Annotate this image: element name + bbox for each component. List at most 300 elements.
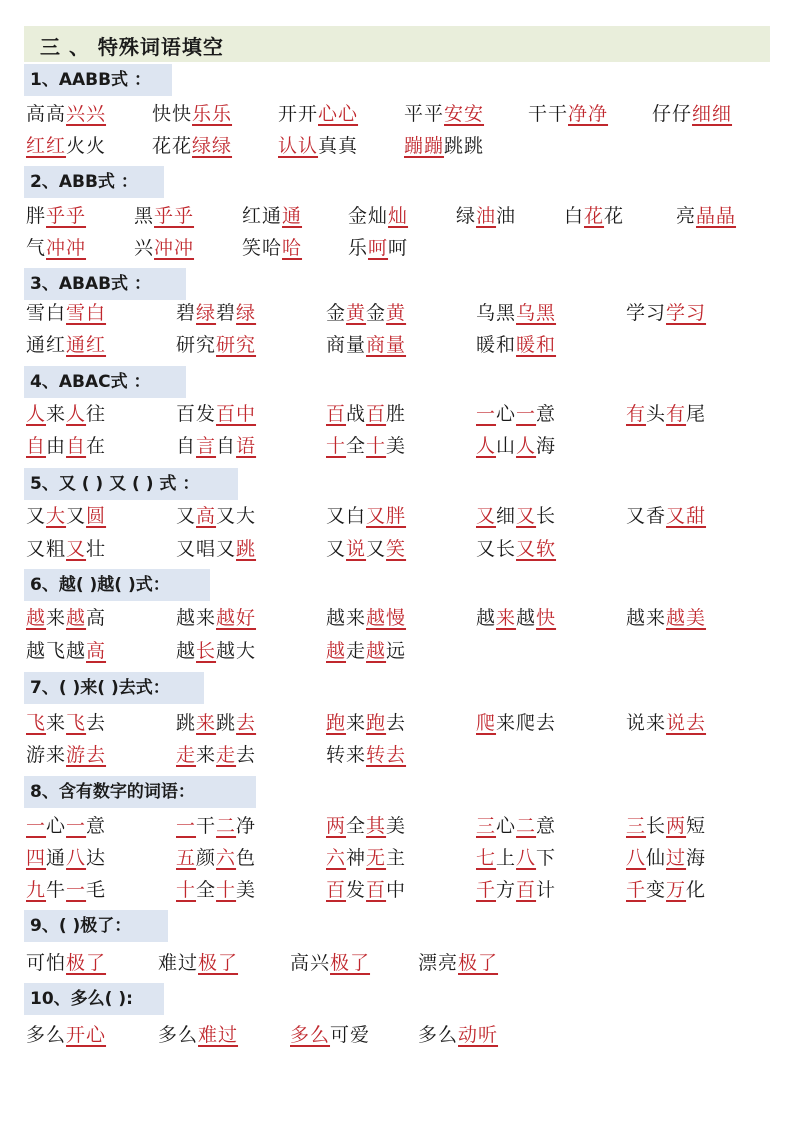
answer-segment: 绿 xyxy=(196,302,217,324)
answer-segment: 极了 xyxy=(66,952,107,974)
given-segment: 意 xyxy=(86,815,107,837)
answer-segment: 多么 xyxy=(290,1024,331,1046)
answer-segment: 越 xyxy=(66,607,87,629)
word-item xyxy=(476,812,556,840)
answer-segment: 又甜 xyxy=(666,505,707,527)
answer-segment: 细细 xyxy=(692,103,733,125)
given-segment: 又香 xyxy=(626,505,667,527)
word-item xyxy=(404,132,484,160)
answer-segment: 六 xyxy=(326,847,347,869)
word-item xyxy=(626,812,706,840)
section-heading: 5、又 ( ) 又 ( ) 式 ： xyxy=(24,468,238,500)
answer-segment: 蹦蹦 xyxy=(404,135,445,157)
given-segment: 短 xyxy=(686,815,707,837)
answer-segment: 开心 xyxy=(66,1024,107,1046)
given-segment: 说来 xyxy=(626,712,667,734)
word-item xyxy=(404,100,484,128)
word-item xyxy=(326,331,406,359)
answer-segment: 人 xyxy=(66,403,87,425)
given-segment: 金 xyxy=(326,302,347,324)
answer-segment: 八 xyxy=(516,847,537,869)
answer-segment: 一 xyxy=(516,403,537,425)
answer-segment: 跑 xyxy=(326,712,347,734)
answer-segment: 四 xyxy=(26,847,47,869)
word-item xyxy=(326,400,406,428)
answer-segment: 呵 xyxy=(368,237,389,259)
word-item xyxy=(26,299,106,327)
given-segment: 金 xyxy=(366,302,387,324)
given-segment: 来爬去 xyxy=(496,712,557,734)
given-segment: 越飞越 xyxy=(26,640,87,662)
section-heading: 1、AABB式 ： xyxy=(24,64,172,96)
given-segment: 兴 xyxy=(134,237,155,259)
given-segment: 通红 xyxy=(26,334,67,356)
answer-segment: 绿 xyxy=(236,302,257,324)
answer-segment: 又 xyxy=(66,538,87,560)
answer-segment: 越 xyxy=(366,640,387,662)
word-item xyxy=(626,400,706,428)
word-item xyxy=(176,432,256,460)
answer-segment: 来 xyxy=(196,712,217,734)
word-item xyxy=(176,604,256,632)
section-heading: 8、含有数字的词语： xyxy=(24,776,256,808)
given-segment: 干 xyxy=(196,815,217,837)
given-segment: 学习 xyxy=(626,302,667,324)
answer-segment: 飞 xyxy=(26,712,47,734)
answer-segment: 来 xyxy=(496,607,517,629)
answer-segment: 二 xyxy=(216,815,237,837)
given-segment: 头 xyxy=(646,403,667,425)
given-segment: 高 xyxy=(86,607,107,629)
word-item xyxy=(158,949,238,977)
answer-segment: 十 xyxy=(176,879,197,901)
answer-segment: 通 xyxy=(282,205,303,227)
word-item xyxy=(26,812,106,840)
answer-segment: 说去 xyxy=(666,712,707,734)
given-segment: 碧 xyxy=(216,302,237,324)
word-item xyxy=(176,535,256,563)
word-item xyxy=(26,132,106,160)
given-segment: 多么 xyxy=(26,1024,67,1046)
given-segment: 神 xyxy=(346,847,367,869)
given-segment: 碧 xyxy=(176,302,197,324)
answer-segment: 百中 xyxy=(216,403,257,425)
given-segment: 漂亮 xyxy=(418,952,459,974)
given-segment: 中 xyxy=(386,879,407,901)
given-segment: 跳 xyxy=(216,712,237,734)
given-segment: 高高 xyxy=(26,103,67,125)
given-segment: 又粗 xyxy=(26,538,67,560)
answer-segment: 乎乎 xyxy=(154,205,195,227)
section-heading: 6、越( )越( )式： xyxy=(24,569,210,601)
answer-segment: 百 xyxy=(326,403,347,425)
answer-segment: 黄 xyxy=(346,302,367,324)
given-segment: 胜 xyxy=(386,403,407,425)
word-item xyxy=(456,202,516,230)
given-segment: 越 xyxy=(476,607,497,629)
answer-segment: 商量 xyxy=(366,334,407,356)
answer-segment: 七 xyxy=(476,847,497,869)
section-heading: 3、ABAB式 ： xyxy=(24,268,186,300)
given-segment: 意 xyxy=(536,403,557,425)
answer-segment: 高 xyxy=(86,640,107,662)
word-item xyxy=(326,432,406,460)
given-segment: 通 xyxy=(46,847,67,869)
word-item xyxy=(176,299,256,327)
given-segment: 难过 xyxy=(158,952,199,974)
given-segment: 化 xyxy=(686,879,707,901)
given-segment: 壮 xyxy=(86,538,107,560)
word-item xyxy=(476,400,556,428)
given-segment: 意 xyxy=(536,815,557,837)
answer-segment: 极了 xyxy=(198,952,239,974)
given-segment: 走 xyxy=(346,640,367,662)
given-segment: 计 xyxy=(536,879,557,901)
given-segment: 跳跳 xyxy=(444,135,485,157)
answer-segment: 研究 xyxy=(216,334,257,356)
word-item xyxy=(26,502,106,530)
answer-segment: 油 xyxy=(476,205,497,227)
given-segment: 转来 xyxy=(326,744,367,766)
answer-segment: 冲冲 xyxy=(46,237,87,259)
word-item xyxy=(176,812,256,840)
answer-segment: 八 xyxy=(626,847,647,869)
word-item xyxy=(476,604,556,632)
given-segment: 毛 xyxy=(86,879,107,901)
answer-segment: 五 xyxy=(176,847,197,869)
answer-segment: 乌黑 xyxy=(516,302,557,324)
answer-segment: 绿绿 xyxy=(192,135,233,157)
answer-segment: 千 xyxy=(476,879,497,901)
given-segment: 尾 xyxy=(686,403,707,425)
answer-segment: 三 xyxy=(626,815,647,837)
answer-segment: 其 xyxy=(366,815,387,837)
given-segment: 自 xyxy=(216,435,237,457)
given-segment: 海 xyxy=(686,847,707,869)
given-segment: 跳 xyxy=(176,712,197,734)
given-segment: 牛 xyxy=(46,879,67,901)
answer-segment: 三 xyxy=(476,815,497,837)
given-segment: 气 xyxy=(26,237,47,259)
answer-segment: 万 xyxy=(666,879,687,901)
word-item xyxy=(528,100,608,128)
given-segment: 可怕 xyxy=(26,952,67,974)
answer-segment: 去 xyxy=(236,712,257,734)
given-segment: 往 xyxy=(86,403,107,425)
answer-segment: 动听 xyxy=(458,1024,499,1046)
word-item xyxy=(176,876,256,904)
given-segment: 全 xyxy=(346,815,367,837)
word-item xyxy=(626,876,706,904)
answer-segment: 一 xyxy=(26,815,47,837)
answer-segment: 高 xyxy=(196,505,217,527)
given-segment: 笑哈 xyxy=(242,237,283,259)
given-segment: 来 xyxy=(46,712,67,734)
answer-segment: 灿 xyxy=(388,205,409,227)
answer-segment: 圆 xyxy=(86,505,107,527)
given-segment: 山 xyxy=(496,435,517,457)
answer-segment: 八 xyxy=(66,847,87,869)
given-segment: 又长 xyxy=(476,538,517,560)
given-segment: 仙 xyxy=(646,847,667,869)
answer-segment: 百 xyxy=(366,403,387,425)
answer-segment: 极了 xyxy=(458,952,499,974)
word-item xyxy=(476,299,556,327)
word-item xyxy=(26,709,106,737)
word-item xyxy=(176,400,256,428)
word-item xyxy=(26,331,106,359)
given-segment: 研究 xyxy=(176,334,217,356)
given-segment: 全 xyxy=(346,435,367,457)
given-segment: 越来 xyxy=(626,607,667,629)
answer-segment: 兴兴 xyxy=(66,103,107,125)
answer-segment: 走 xyxy=(176,744,197,766)
answer-segment: 乎乎 xyxy=(46,205,87,227)
given-segment: 快快 xyxy=(152,103,193,125)
answer-segment: 长 xyxy=(196,640,217,662)
answer-segment: 有 xyxy=(666,403,687,425)
given-segment: 去 xyxy=(386,712,407,734)
given-segment: 又 xyxy=(26,505,47,527)
given-segment: 来 xyxy=(346,712,367,734)
given-segment: 乌黑 xyxy=(476,302,517,324)
answer-segment: 自 xyxy=(26,435,47,457)
word-item xyxy=(26,535,106,563)
word-item xyxy=(176,637,256,665)
given-segment: 色 xyxy=(236,847,257,869)
given-segment: 呵 xyxy=(388,237,409,259)
given-segment: 又 xyxy=(326,538,347,560)
given-segment: 全 xyxy=(196,879,217,901)
answer-segment: 认认 xyxy=(278,135,319,157)
answer-segment: 乐乐 xyxy=(192,103,233,125)
answer-segment: 千 xyxy=(626,879,647,901)
given-segment: 商量 xyxy=(326,334,367,356)
word-item xyxy=(278,100,358,128)
given-segment: 胖 xyxy=(26,205,47,227)
given-segment: 越 xyxy=(516,607,537,629)
word-item xyxy=(476,502,556,530)
word-item xyxy=(348,234,408,262)
answer-segment: 有 xyxy=(626,403,647,425)
word-item xyxy=(326,812,406,840)
word-item xyxy=(326,741,406,769)
given-segment: 乐 xyxy=(348,237,369,259)
word-item xyxy=(176,709,256,737)
answer-segment: 一 xyxy=(66,879,87,901)
given-segment: 颜 xyxy=(196,847,217,869)
answer-segment: 极了 xyxy=(330,952,371,974)
answer-segment: 无 xyxy=(366,847,387,869)
word-item xyxy=(26,100,106,128)
answer-segment: 游去 xyxy=(66,744,107,766)
given-segment: 仔仔 xyxy=(652,103,693,125)
answer-segment: 十 xyxy=(216,879,237,901)
word-item xyxy=(626,709,706,737)
answer-segment: 越 xyxy=(326,640,347,662)
answer-segment: 雪白 xyxy=(66,302,107,324)
given-segment: 美 xyxy=(386,815,407,837)
word-item xyxy=(564,202,624,230)
answer-segment: 又软 xyxy=(516,538,557,560)
answer-segment: 越慢 xyxy=(366,607,407,629)
answer-segment: 学习 xyxy=(666,302,707,324)
answer-segment: 暖和 xyxy=(516,334,557,356)
given-segment: 越 xyxy=(176,640,197,662)
word-item xyxy=(152,132,232,160)
given-segment: 开开 xyxy=(278,103,319,125)
given-segment: 净 xyxy=(236,815,257,837)
word-item xyxy=(326,502,406,530)
given-segment: 来 xyxy=(196,744,217,766)
given-segment: 多么 xyxy=(158,1024,199,1046)
given-segment: 黑 xyxy=(134,205,155,227)
answer-segment: 哈 xyxy=(282,237,303,259)
answer-segment: 百 xyxy=(516,879,537,901)
given-segment: 长 xyxy=(536,505,557,527)
given-segment: 心 xyxy=(46,815,67,837)
given-segment: 真真 xyxy=(318,135,359,157)
given-segment: 金灿 xyxy=(348,205,389,227)
word-item xyxy=(290,1021,370,1049)
given-segment: 达 xyxy=(86,847,107,869)
answer-segment: 冲冲 xyxy=(154,237,195,259)
word-item xyxy=(26,234,86,262)
given-segment: 平平 xyxy=(404,103,445,125)
answer-segment: 爬 xyxy=(476,712,497,734)
given-segment: 越大 xyxy=(216,640,257,662)
given-segment: 去 xyxy=(236,744,257,766)
answer-segment: 语 xyxy=(236,435,257,457)
given-segment: 来 xyxy=(46,607,67,629)
answer-segment: 百 xyxy=(326,879,347,901)
answer-segment: 人 xyxy=(516,435,537,457)
answer-segment: 说 xyxy=(346,538,367,560)
word-item xyxy=(290,949,370,977)
answer-segment: 又 xyxy=(476,505,497,527)
given-segment: 暖和 xyxy=(476,334,517,356)
word-item xyxy=(476,876,556,904)
answer-segment: 十 xyxy=(366,435,387,457)
page-title: 三 、 特殊词语填空 xyxy=(40,35,224,59)
word-item xyxy=(176,502,256,530)
given-segment: 游来 xyxy=(26,744,67,766)
given-segment: 美 xyxy=(386,435,407,457)
answer-segment: 六 xyxy=(216,847,237,869)
word-item xyxy=(418,949,498,977)
answer-segment: 心心 xyxy=(318,103,359,125)
given-segment: 发 xyxy=(346,879,367,901)
word-item xyxy=(242,234,302,262)
given-segment: 绿 xyxy=(456,205,477,227)
given-segment: 远 xyxy=(386,640,407,662)
word-item xyxy=(326,535,406,563)
given-segment: 方 xyxy=(496,879,517,901)
given-segment: 越来 xyxy=(326,607,367,629)
word-item xyxy=(26,202,86,230)
word-item xyxy=(348,202,408,230)
answer-segment: 一 xyxy=(476,403,497,425)
answer-segment: 越 xyxy=(26,607,47,629)
given-segment: 去 xyxy=(86,712,107,734)
word-item xyxy=(26,400,106,428)
answer-segment: 一 xyxy=(66,815,87,837)
answer-segment: 难过 xyxy=(198,1024,239,1046)
answer-segment: 两 xyxy=(666,815,687,837)
given-segment: 由 xyxy=(46,435,67,457)
answer-segment: 人 xyxy=(26,403,47,425)
answer-segment: 越美 xyxy=(666,607,707,629)
word-item xyxy=(626,604,706,632)
word-item xyxy=(326,709,406,737)
word-item xyxy=(626,502,706,530)
word-item xyxy=(476,535,556,563)
given-segment: 又 xyxy=(366,538,387,560)
answer-segment: 红红 xyxy=(26,135,67,157)
given-segment: 雪白 xyxy=(26,302,67,324)
given-segment: 上 xyxy=(496,847,517,869)
word-item xyxy=(476,432,556,460)
section-heading: 9、( )极了： xyxy=(24,910,168,942)
given-segment: 心 xyxy=(496,815,517,837)
answer-segment: 花 xyxy=(584,205,605,227)
word-item xyxy=(152,100,232,128)
word-item xyxy=(326,844,406,872)
given-segment: 油 xyxy=(496,205,517,227)
section-heading: 4、ABAC式 ： xyxy=(24,366,186,398)
word-item xyxy=(158,1021,238,1049)
word-item xyxy=(134,234,194,262)
word-item xyxy=(176,331,256,359)
word-item xyxy=(626,844,706,872)
word-item xyxy=(676,202,736,230)
given-segment: 红通 xyxy=(242,205,283,227)
given-segment: 又唱又 xyxy=(176,538,237,560)
answer-segment: 晶晶 xyxy=(696,205,737,227)
given-segment: 长 xyxy=(646,815,667,837)
word-item xyxy=(242,202,302,230)
section-heading: 10、多么( ): xyxy=(24,983,164,1015)
answer-segment: 人 xyxy=(476,435,497,457)
given-segment: 多么 xyxy=(418,1024,459,1046)
answer-segment: 黄 xyxy=(386,302,407,324)
given-segment: 心 xyxy=(496,403,517,425)
given-segment: 白 xyxy=(564,205,585,227)
section-heading: 2、ABB式 ： xyxy=(24,166,164,198)
answer-segment: 快 xyxy=(536,607,557,629)
word-item xyxy=(476,844,556,872)
word-item xyxy=(652,100,732,128)
given-segment: 美 xyxy=(236,879,257,901)
answer-segment: 安安 xyxy=(444,103,485,125)
word-item xyxy=(26,949,106,977)
word-item xyxy=(278,132,358,160)
answer-segment: 二 xyxy=(516,815,537,837)
word-item xyxy=(326,876,406,904)
answer-segment: 越好 xyxy=(216,607,257,629)
answer-segment: 两 xyxy=(326,815,347,837)
answer-segment: 言 xyxy=(196,435,217,457)
answer-segment: 自 xyxy=(66,435,87,457)
given-segment: 越来 xyxy=(176,607,217,629)
answer-segment: 过 xyxy=(666,847,687,869)
word-item xyxy=(26,432,106,460)
given-segment: 亮 xyxy=(676,205,697,227)
answer-segment: 大 xyxy=(46,505,67,527)
word-item xyxy=(26,604,106,632)
given-segment: 又白 xyxy=(326,505,367,527)
word-item xyxy=(26,637,106,665)
